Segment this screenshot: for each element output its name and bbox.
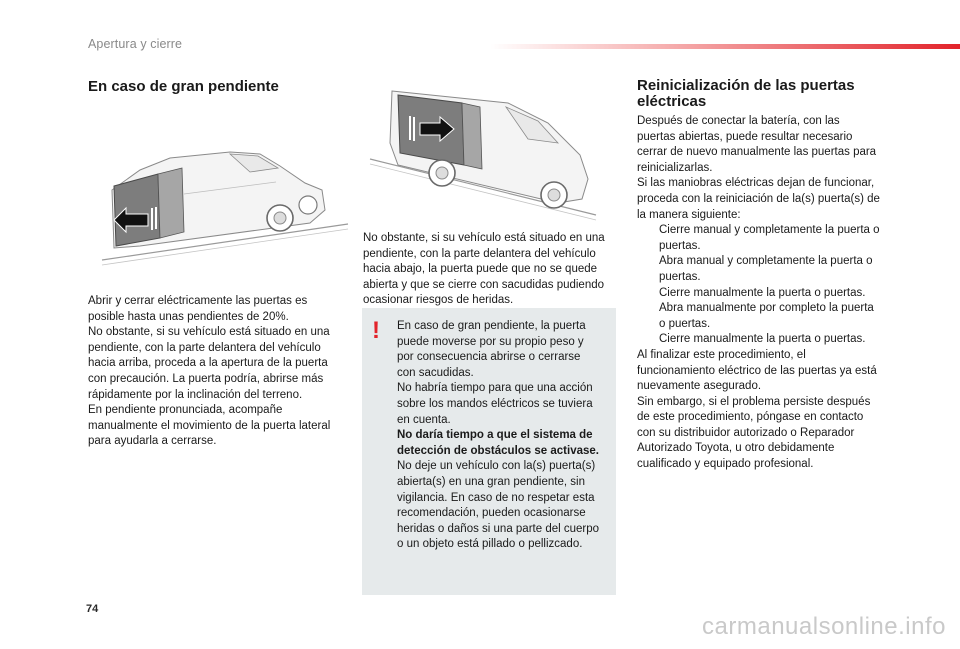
list-item xyxy=(637,254,899,285)
text-line-bold: detección de obstáculos se activase. xyxy=(397,444,599,457)
bullet-icon xyxy=(637,223,659,254)
text-line: para ayudarla a cerrarse. xyxy=(88,435,217,448)
van-downhill-illustration xyxy=(368,83,598,223)
bullet-icon xyxy=(637,301,659,332)
heading-door-reset xyxy=(637,78,897,110)
text-line: hacia arriba, proceda a la apertura de la puerta xyxy=(88,357,328,370)
text-line: heridas o daños si una parte del cuerpo xyxy=(397,522,600,535)
text-line: puertas abiertas, puede resultar necesario xyxy=(637,130,853,143)
text-line: ocasionar riesgos de heridas. xyxy=(363,294,514,307)
text-line: abierta(s) en una gran pendiente, sin xyxy=(397,475,585,488)
text-line: No obstante, si su vehículo está situado en una xyxy=(88,326,330,339)
heading-line: Reinicialización de las puertas xyxy=(637,77,855,94)
list-item xyxy=(637,286,899,302)
door-reset-procedure xyxy=(637,114,899,473)
text-line: Cierre manual y completamente la puerta o xyxy=(659,224,880,237)
text-line: Abra manualmente por completo la puerta xyxy=(659,302,874,315)
heading-line: eléctricas xyxy=(637,93,707,110)
text-line: No habría tiempo para que una acción xyxy=(397,382,593,395)
text-line: pendiente, con la parte delantera del vehículo xyxy=(363,247,596,260)
text-line: proceda con la reiniciación de la(s) puerta(s) de xyxy=(637,192,880,205)
text-line: Autorizado Toyota, u otro debidamente xyxy=(637,442,835,455)
text-line: nuevamente asegurado. xyxy=(637,380,762,393)
text-line: rápidamente por la inclinación del terreno. xyxy=(88,388,303,401)
text-line: cualificado y equipado profesional. xyxy=(637,458,814,471)
header-accent-bar xyxy=(490,44,960,49)
warning-exclamation-icon: ! xyxy=(372,317,380,344)
text-line: hacia abajo, la puerta puede que no se quede xyxy=(363,263,598,276)
list-item xyxy=(637,301,899,332)
text-line: Al finalizar este procedimiento, el xyxy=(637,348,806,361)
heading-steep-slope: En caso de gran pendiente xyxy=(88,78,279,95)
text-line: Si las maniobras eléctricas dejan de funcionar, xyxy=(637,177,875,190)
steep-slope-paragraph xyxy=(88,294,346,450)
text-line: No obstante, si su vehículo está situado en una xyxy=(363,232,605,244)
text-line: funcionamiento eléctrico de las puertas ya está xyxy=(637,364,877,377)
downhill-paragraph xyxy=(363,231,619,309)
text-line: vigilancia. En caso de no respetar esta xyxy=(397,491,595,504)
text-line: con precaución. La puerta podría, abrirse más xyxy=(88,372,324,385)
text-line: Después de conectar la batería, con las xyxy=(637,115,840,127)
bullet-icon xyxy=(637,254,659,285)
text-line: con sacudidas. xyxy=(397,366,474,379)
text-line: abierta y que se cierre con sacudidas pudiendo xyxy=(363,278,605,291)
bullet-icon xyxy=(637,286,659,302)
text-line: o un objeto está pillado o pellizcado. xyxy=(397,538,583,551)
text-line: recomendación, pueden ocasionarse xyxy=(397,507,586,520)
page-number: 74 xyxy=(86,603,99,615)
list-item xyxy=(637,332,899,348)
text-line: sobre los mandos eléctricos se tuviera xyxy=(397,397,593,410)
text-line: pendiente, con la parte delantera del vehículo xyxy=(88,341,321,354)
text-line: puertas. xyxy=(659,270,701,283)
van-uphill-illustration xyxy=(100,128,350,268)
text-line: por consecuencia abrirse o cerrarse xyxy=(397,351,581,364)
text-line: posible hasta unas pendientes de 20%. xyxy=(88,310,289,323)
text-line: o puertas. xyxy=(659,317,711,330)
text-line: reinicializarlas. xyxy=(637,161,713,174)
text-line: en cuenta. xyxy=(397,413,451,426)
text-line: Cierre manualmente la puerta o puertas. xyxy=(659,286,866,299)
bullet-icon xyxy=(637,332,659,348)
text-line: cerrar de nuevo manualmente las puertas para xyxy=(637,146,877,159)
text-line: Sin embargo, si el problema persiste después xyxy=(637,395,871,408)
text-line: puertas. xyxy=(659,239,701,252)
text-line: No deje un vehículo con la(s) puerta(s) xyxy=(397,460,596,473)
text-line: con su distribuidor autorizado o Reparador xyxy=(637,426,855,439)
text-line: Cierre manualmente la puerta o puertas. xyxy=(659,333,866,346)
text-line-bold: No daría tiempo a que el sistema de xyxy=(397,429,593,442)
text-line: puede moverse por su propio peso y xyxy=(397,335,584,348)
text-line: Abra manual y completamente la puerta o xyxy=(659,255,873,268)
watermark: carmanualsonline.info xyxy=(702,613,946,640)
section-title: Apertura y cierre xyxy=(88,37,183,51)
text-line: Abrir y cerrar eléctricamente las puertas es xyxy=(88,295,308,307)
text-line: la manera siguiente: xyxy=(637,208,741,221)
text-line: de este procedimiento, póngase en contacto xyxy=(637,411,864,424)
text-line: En pendiente pronunciada, acompañe xyxy=(88,404,283,417)
text-line: En caso de gran pendiente, la puerta xyxy=(397,320,586,332)
list-item xyxy=(637,223,899,254)
text-line: manualmente el movimiento de la puerta lateral xyxy=(88,419,331,432)
warning-text xyxy=(397,319,607,553)
